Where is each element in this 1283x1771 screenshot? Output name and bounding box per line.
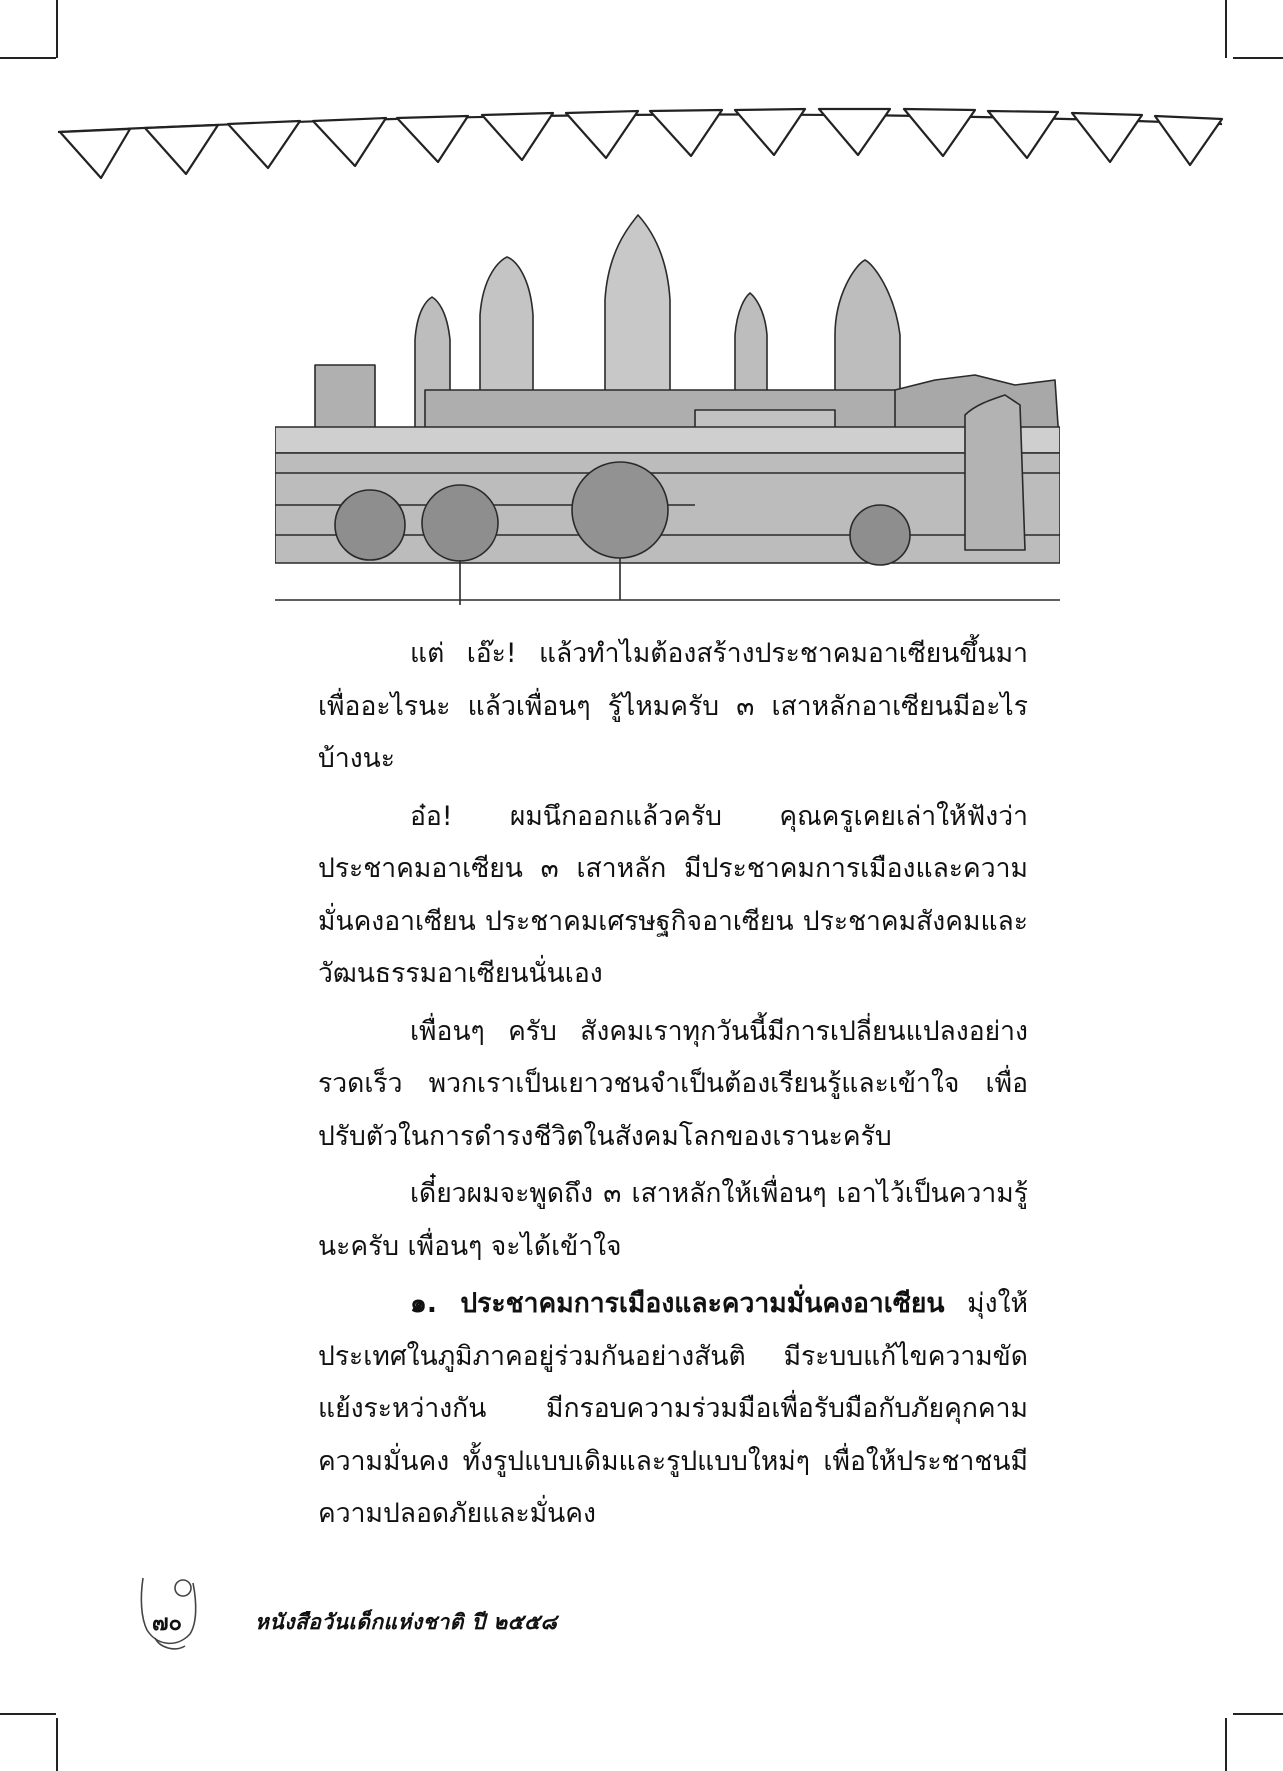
pillar-1-heading: ๑. ประชาคมการเมืองและความมั่นคงอาเซียน bbox=[410, 1288, 945, 1319]
paragraph-2: อ๋อ! ผมนึกออกแล้วครับ คุณครูเคยเล่าให้ฟังว่า ประชาคมอาเซียน ๓ เสาหลัก มีประชาคมการเมืองและความมั่นคงอาเซียน ประชาคมเศรษฐกิจอาเซียน ประชาคมสังคมและวัฒนธรรมอาเซียนนั่นเอง bbox=[318, 800, 1028, 989]
crop-mark-bottom-left-v bbox=[56, 1718, 58, 1771]
paragraph-1: แต่ เอ๊ะ! แล้วทำไมต้องสร้างประชาคมอาเซียนขึ้นมาเพื่ออะไรนะ แล้วเพื่อนๆ รู้ไหมครับ ๓ เสาหลักอาเซียนมีอะไรบ้างนะ bbox=[318, 638, 1028, 774]
page-number: ๗๐ bbox=[152, 1611, 182, 1636]
bunting-flags bbox=[0, 0, 1283, 200]
paragraph-4: เดี๋ยวผมจะพูดถึง ๓ เสาหลักให้เพื่อนๆ เอาไว้เป็นความรู้นะครับ เพื่อนๆ จะได้เข้าใจ bbox=[318, 1178, 1028, 1262]
paragraph-3: เพื่อนๆ ครับ สังคมเราทุกวันนี้มีการเปลี่ยนแปลงอย่างรวดเร็ว พวกเราเป็นเยาวชนจำเป็นต้องเรียนรู้และเข้าใจ เพื่อปรับตัวในการดำรงชีวิตในสังคมโลกของเรานะครับ bbox=[318, 1015, 1028, 1152]
crop-mark-bottom-right-v bbox=[1225, 1718, 1227, 1771]
body-text bbox=[318, 628, 1028, 1546]
crop-mark-bottom-left-h bbox=[0, 1713, 56, 1715]
paragraph-5 bbox=[318, 1278, 1028, 1541]
footer-title: หนังสือวันเด็กแห่งชาติ ปี ๒๕๕๘ bbox=[255, 1610, 558, 1634]
pillar-1-description: มุ่งให้ประเทศในภูมิภาคอยู่ร่วมกันอย่างสันติ มีระบบแก้ไขความขัดแย้งระหว่างกัน มีกรอบความร่วมมือเพื่อรับมือกับภัยคุกคามความมั่นคง ทั้งรูปแบบเดิมและรูปแบบใหม่ๆ เพื่อให้ประชาชนมีความปลอดภัยและมั่นคง bbox=[318, 1288, 1028, 1529]
temple-illustration bbox=[275, 205, 1060, 605]
crop-mark-bottom-right-h bbox=[1233, 1713, 1283, 1715]
